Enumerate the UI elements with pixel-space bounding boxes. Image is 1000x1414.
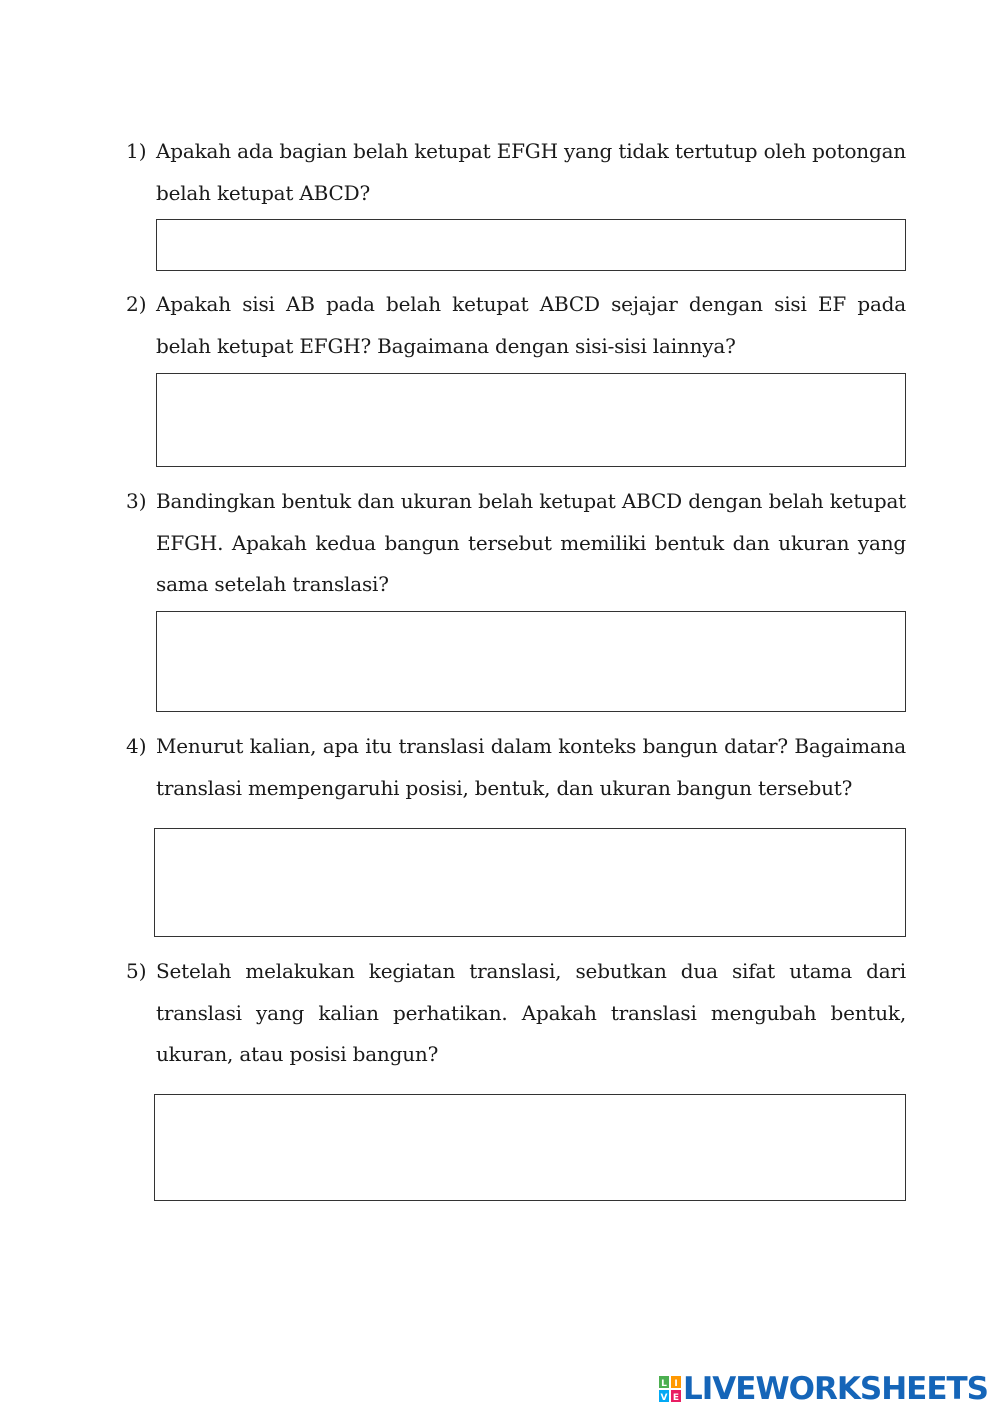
question-number: 5) [126, 959, 147, 983]
svg-text:V: V [660, 1393, 668, 1402]
question-4 [126, 726, 906, 809]
question-number: 3) [126, 489, 147, 513]
question-number: 1) [126, 139, 147, 163]
svg-text:I: I [674, 1379, 678, 1389]
svg-text:E: E [672, 1393, 680, 1402]
question-number: 4) [126, 734, 147, 758]
question-text: Apakah sisi AB pada belah ketupat ABCD sejajar dengan sisi EF pada belah ketupat EFGH? Bagaimana dengan sisi-sisi lainnya? [156, 292, 906, 358]
svg-text:L: L [661, 1379, 667, 1389]
logo-text: LIVEWORKSHEETS [683, 1371, 988, 1407]
question-text: Menurut kalian, apa itu translasi dalam konteks bangun datar? Bagaimana translasi mempengaruhi posisi, bentuk, dan ukuran bangun tersebut? [156, 734, 906, 800]
question-number: 2) [126, 292, 147, 316]
question-3 [126, 481, 906, 606]
question-text: Bandingkan bentuk dan ukuran belah ketupat ABCD dengan belah ketupat EFGH. Apakah kedua bangun tersebut memiliki bentuk dan ukuran yang sama setelah translasi? [156, 489, 906, 596]
liveworksheets-logo [659, 1372, 988, 1406]
question-5 [126, 951, 906, 1076]
question-2 [126, 284, 906, 367]
answer-input-1[interactable] [156, 219, 906, 271]
question-text: Apakah ada bagian belah ketupat EFGH yang tidak tertutup oleh potongan belah ketupat ABCD? [156, 139, 906, 205]
answer-input-4[interactable] [154, 828, 906, 937]
answer-input-3[interactable] [156, 611, 906, 712]
answer-input-2[interactable] [156, 373, 906, 467]
answer-input-5[interactable] [154, 1094, 906, 1201]
liveworksheets-logo-icon [659, 1376, 681, 1402]
question-text: Setelah melakukan kegiatan translasi, sebutkan dua sifat utama dari translasi yang kalian perhatikan. Apakah translasi mengubah bentuk, ukuran, atau posisi bangun? [156, 959, 906, 1066]
question-1 [126, 131, 906, 214]
